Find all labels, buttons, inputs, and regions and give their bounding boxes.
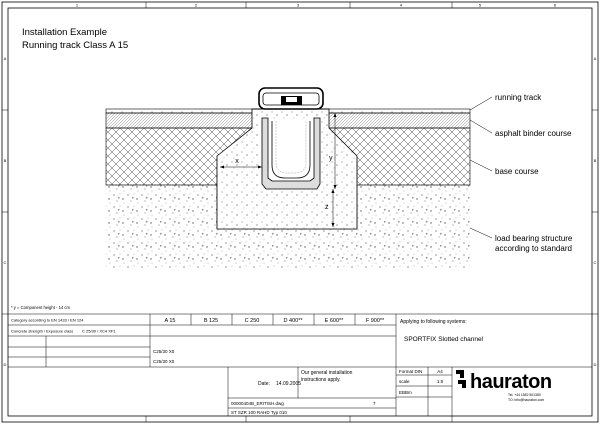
tb-date: 14.09.2005 bbox=[276, 381, 302, 387]
tb-general-note-2: instructions apply. bbox=[301, 377, 341, 383]
row-letter-d: D bbox=[3, 362, 7, 367]
company-email: TO: info@hauraton.com bbox=[508, 398, 545, 402]
company-phone: Tel. +44 1582 501380 bbox=[508, 393, 541, 397]
class-row-label: Category according to EN 1433 / EN 124 bbox=[11, 317, 84, 323]
applying-label: Applying to following systems: bbox=[400, 319, 467, 325]
tb-format-label: Format DIN bbox=[399, 369, 423, 374]
tb-date-label: Date: bbox=[258, 381, 270, 387]
col-num-6: 6 bbox=[553, 2, 557, 8]
row-letter-d-right: D bbox=[593, 362, 597, 367]
class-a15: A 15 bbox=[164, 318, 176, 324]
row-letter-a: A bbox=[3, 56, 7, 61]
tb-file: 00000404B_ERITISH.dwg bbox=[231, 401, 284, 406]
dim-y-label: y bbox=[329, 155, 333, 162]
logo-wordmark: hauraton bbox=[470, 371, 552, 393]
class-c250: C 250 bbox=[244, 318, 260, 324]
applying-system: SPORTFIX Slotted channel bbox=[404, 336, 484, 343]
tb-draw-label: EBBm bbox=[399, 390, 412, 395]
col-num-2: 2 bbox=[194, 2, 198, 8]
col-num-5: 5 bbox=[478, 2, 482, 8]
dim-z-label: z bbox=[325, 204, 329, 211]
logo-mark-icon bbox=[456, 370, 466, 388]
small-row-3-c3: C25/30 X0 bbox=[153, 359, 175, 364]
callouts bbox=[470, 93, 573, 253]
tb-doc-line: ST SZR 100 RAHD Typ 010 bbox=[231, 410, 287, 415]
row-letter-b-right: B bbox=[593, 158, 597, 163]
small-row-2-c3: C25/30 X0 bbox=[153, 349, 175, 354]
hauraton-logo bbox=[456, 370, 552, 393]
callout-base-course: base course bbox=[495, 167, 539, 176]
row-letter-c-right: C bbox=[593, 260, 597, 265]
col-num-3: 3 bbox=[296, 2, 300, 8]
concrete-row-label: Concrete strength / Exposure class bbox=[11, 328, 74, 334]
callout-asphalt: asphalt binder course bbox=[495, 129, 572, 138]
footnote: * y = Component height - 14 cm bbox=[11, 305, 71, 310]
class-b125: B 125 bbox=[203, 318, 219, 324]
tb-scale-value: 1:5 bbox=[436, 379, 444, 384]
row-letter-c: C bbox=[3, 260, 7, 265]
concrete-row-value: C 25/30 / XC4 XF1 bbox=[82, 328, 116, 334]
class-d400: D 400** bbox=[283, 318, 303, 324]
title-line-1: Installation Example bbox=[22, 27, 108, 38]
callout-load-bearing-1: load bearing structure bbox=[495, 234, 573, 243]
tb-format-value: A4 bbox=[437, 369, 443, 374]
callout-running-track: running track bbox=[495, 93, 542, 102]
col-num-4: 4 bbox=[399, 2, 403, 8]
callout-load-bearing-2: according to standard bbox=[495, 244, 572, 253]
dim-x-label: x bbox=[235, 158, 239, 165]
row-letter-b: B bbox=[3, 158, 7, 163]
class-f900: F 900** bbox=[365, 318, 385, 324]
row-letter-a-right: A bbox=[593, 56, 597, 61]
title-line-2: Running track Class A 15 bbox=[22, 40, 129, 51]
tb-scale-label: scale bbox=[399, 379, 410, 384]
tb-general-note-1: Our general installation bbox=[301, 370, 353, 376]
class-e600: E 600** bbox=[324, 318, 344, 324]
col-num-1: 1 bbox=[75, 2, 79, 8]
tb-index: 7 bbox=[373, 401, 376, 406]
cross-section bbox=[106, 88, 470, 269]
